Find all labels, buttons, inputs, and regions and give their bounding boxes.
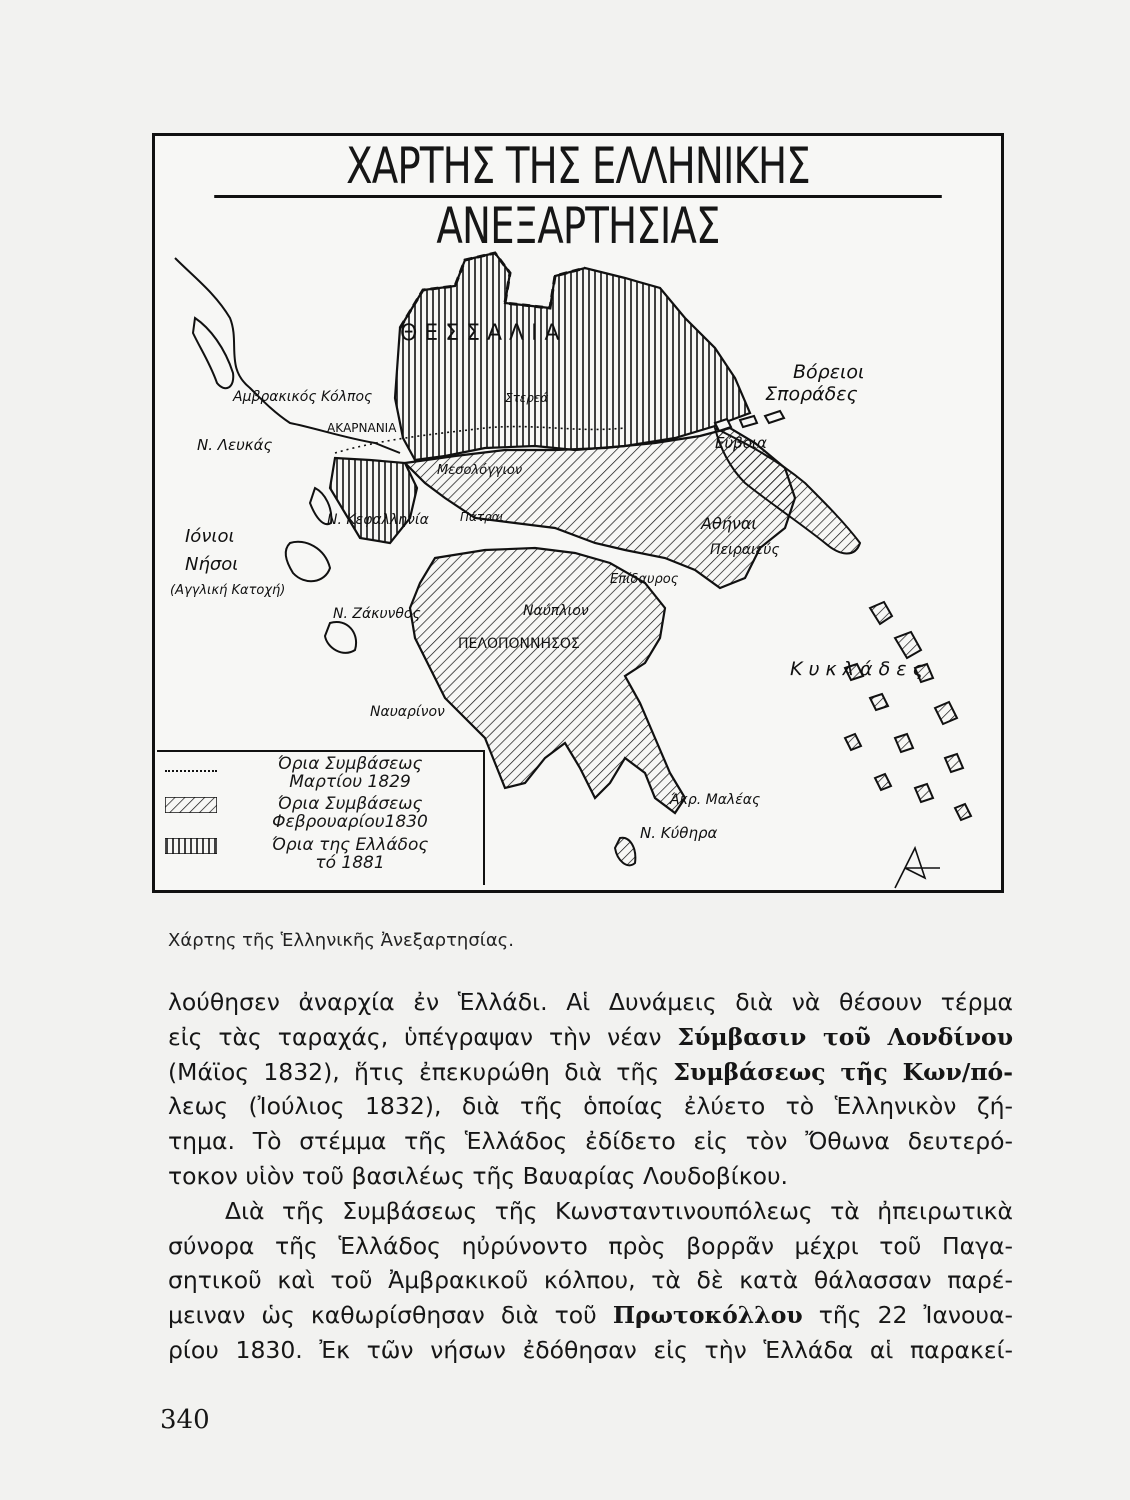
legend-vertical-sample [165,838,217,854]
label-nafplion: Ναύπλιον [523,603,589,619]
kefallinia-island [286,542,330,581]
label-navarinon: Ναυαρίνον [370,704,445,720]
label-kyklades: Κ υ κ λ ά δ ε ς [790,658,924,680]
label-patrai: Πάτραι [460,510,504,524]
p1-line1: λούθησεν ἀναρχία ἐν Ἑλλάδι. Αἱ Δυνάμεις διὰ νὰ θέσουν τέρμα [168,988,1013,1016]
label-nisoi: Νήσοι [185,554,239,575]
p1-line4: λεως (Ἰούλιος 1832), διὰ τῆς ὁποίας ἐλύετο τὸ Ἑλληνικὸν ζή- [168,1092,1013,1121]
label-kefallinia: Ν. Κεφαλληνία [327,512,429,528]
label-evvoia: Εύβοια [715,434,767,452]
p2-line3: σητικοῦ καὶ τοῦ Ἀμβρακικοῦ κόλπου, τὰ δὲ κατὰ θάλασσαν παρέ- [168,1266,1013,1295]
label-aggliki: (Αγγλική Κατοχή) [170,583,286,598]
p2-line5: ρίου 1830. Ἐκ τῶν νήσων ἐδόθησαν εἰς τὴν Ἑλλάδα αἱ παρακεί- [168,1335,1013,1364]
p1-line6: τοκον υἱὸν τοῦ βασιλέως τῆς Βαυαρίας Λουδοβίκου. [168,1161,789,1190]
figure-caption: Χάρτης τῆς Ἑλληνικῆς Ἀνεξαρτησίας. [168,930,514,951]
label-epidavros: Επίδαυρος [610,572,679,587]
label-ionioi: Ιόνιοι [185,526,235,547]
legend-diagonal-sample [165,797,217,813]
p1-line5: τημα. Τὸ στέμμα τῆς Ἑλλάδος ἐδίδετο εἰς τὸν Ὄθωνα δευτερό- [168,1127,1013,1156]
p1-line3: (Μάϊος 1832), ἥτις ἐπεκυρώθη διὰ τῆς Συμβάσεως τῆς Κων/πό- [168,1057,1013,1086]
label-peloponnisos: ΠΕΛΟΠΟΝΝΗΣΟΣ [458,636,580,652]
legend-1829: Όρια Συμβάσεως Μαρτίου 1829 [277,754,423,792]
label-akarnania: ΑΚΑΡΝΑΝΙΑ [327,421,397,435]
label-sporades: Σποράδες [765,383,858,405]
legend-1881: Όρια της Ελλάδος τό 1881 [271,835,429,873]
label-athinai: Αθήναι [701,514,757,533]
label-mesologgion: Μεσολόγγιον [437,463,523,478]
legend-1830: Όρια Συμβάσεως Φεβρουαρίου1830 [272,794,428,832]
akarnania-region [330,458,417,543]
label-stereia: Στερεά [505,391,549,405]
p1-line2: εἰς τὰς ταραχάς, ὑπέγραψαν τὴν νέαν Σύμβασιν τοῦ Λονδίνου [168,1022,1014,1051]
kythira-island [615,838,635,866]
label-peiraieus: Πειραιεύς [710,542,780,558]
label-zakynthos: Ν. Ζάκυνθος [333,606,421,622]
p2-line1: Διὰ τῆς Συμβάσεως τῆς Κωνσταντινουπόλεως τὰ ἠπειρωτικὰ [225,1196,1013,1225]
label-kythira: Ν. Κύθηρα [640,824,718,842]
zakynthos-island [325,622,356,653]
artist-mark [895,848,940,888]
p2-line2: σύνορα τῆς Ἑλλάδος ηὐρύνοντο πρὸς βορρᾶν μέχρι τοῦ Παγα- [168,1231,1013,1260]
map-legend [157,750,485,885]
p2-line4: μειναν ὡς καθωρίσθησαν διὰ τοῦ Πρωτοκόλλου τῆς 22 Ἰανουα- [168,1301,1014,1330]
label-thessalia: Θ Ε Σ Σ Α Λ Ι Α [400,321,560,346]
body-text [168,985,1013,1368]
legend-dotted-sample [165,764,217,772]
label-amvrakikos: Αμβρακικός Κόλπος [233,389,373,405]
corfu-island [193,318,233,388]
cyclades-islands [845,602,971,820]
map-title: ΧΑΡΤΗΣ ΤΗΣ ΕΛΛΗΝΙΚΗΣ ΑΝΕΞΑΡΤΗΣΙΑΣ [214,136,942,198]
label-voreioi: Βόρειοι [793,361,865,383]
label-lefkas: Ν. Λευκάς [197,436,273,454]
thessaly-region [395,253,750,460]
label-malea: Άκρ. Μαλέας [670,792,761,808]
page-number: 340 [160,1405,210,1435]
